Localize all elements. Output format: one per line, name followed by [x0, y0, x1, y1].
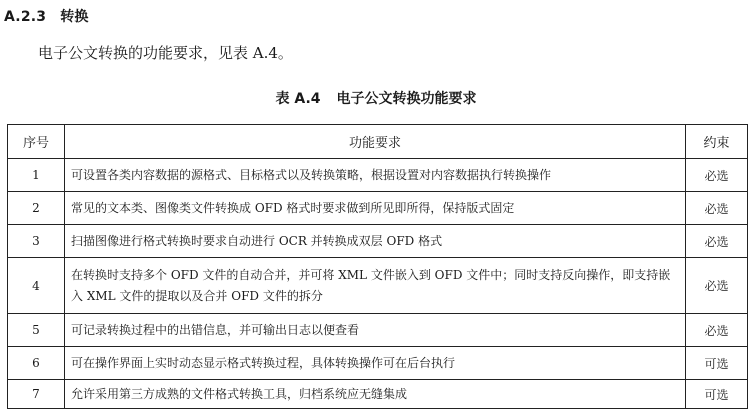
requirements-table [7, 124, 748, 409]
header-no: 序号 [8, 125, 65, 159]
row-number: 7 [8, 380, 65, 409]
row-requirement: 在转换时支持多个 OFD 文件的自动合并，并可将 XML 文件嵌入到 OFD 文件中；同时支持反向操作，即支持嵌入 XML 文件的提取以及合并 OFD 文件的拆分 [65, 258, 686, 314]
row-constraint: 可选 [686, 380, 748, 409]
row-constraint: 必选 [686, 225, 748, 258]
intro-paragraph: 电子公文转换的功能要求，见表 A.4。 [38, 44, 293, 62]
section-number: A.2.3 [4, 9, 47, 25]
row-constraint: 必选 [686, 314, 748, 347]
table-row [8, 258, 748, 314]
row-constraint: 必选 [686, 192, 748, 225]
row-number: 6 [8, 347, 65, 380]
row-requirement: 扫描图像进行格式转换时要求自动进行 OCR 并转换成双层 OFD 格式 [65, 225, 686, 258]
row-number: 1 [8, 159, 65, 192]
section-title: 转换 [60, 9, 89, 25]
table-row [8, 225, 748, 258]
table-header-row [8, 125, 748, 159]
row-number: 4 [8, 258, 65, 314]
table-row [8, 347, 748, 380]
row-requirement: 允许采用第三方成熟的文件格式转换工具，归档系统应无缝集成 [65, 380, 686, 409]
table-caption [0, 88, 752, 108]
row-requirement: 可在操作界面上实时动态显示格式转换过程，具体转换操作可在后台执行 [65, 347, 686, 380]
row-number: 3 [8, 225, 65, 258]
table-row [8, 380, 748, 409]
table-caption-title: 电子公文转换功能要求 [336, 91, 477, 107]
row-constraint: 可选 [686, 347, 748, 380]
row-requirement: 可设置各类内容数据的源格式、目标格式以及转换策略，根据设置对内容数据执行转换操作 [65, 159, 686, 192]
section-heading [4, 6, 89, 26]
row-requirement: 常见的文本类、图像类文件转换成 OFD 格式时要求做到所见即所得，保持版式固定 [65, 192, 686, 225]
table-row [8, 314, 748, 347]
row-number: 5 [8, 314, 65, 347]
header-constraint: 约束 [686, 125, 748, 159]
table-caption-number: 表 A.4 [275, 91, 321, 107]
table-row [8, 192, 748, 225]
row-constraint: 必选 [686, 258, 748, 314]
row-constraint: 必选 [686, 159, 748, 192]
row-number: 2 [8, 192, 65, 225]
table-row [8, 159, 748, 192]
header-requirement: 功能要求 [65, 125, 686, 159]
row-requirement: 可记录转换过程中的出错信息，并可输出日志以便查看 [65, 314, 686, 347]
